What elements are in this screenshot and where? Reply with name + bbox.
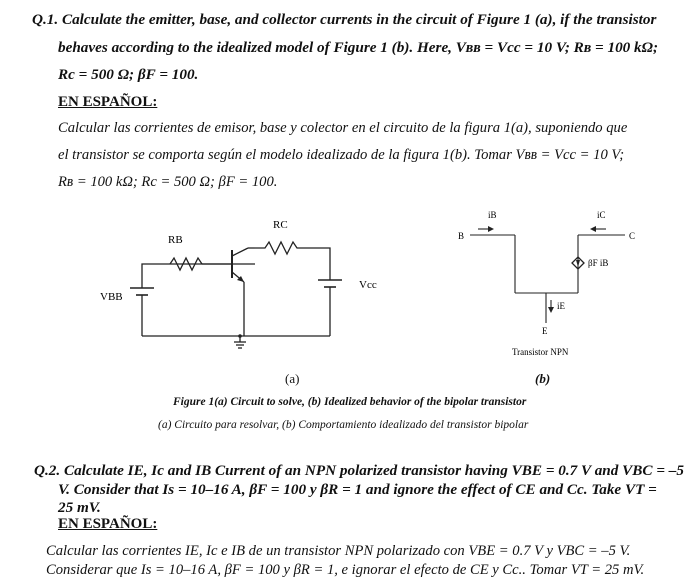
ic-label: iC — [597, 210, 606, 220]
b-terminal-label: B — [458, 231, 465, 241]
ib-label: iB — [488, 210, 497, 220]
sub-label-a: (a) — [285, 371, 300, 386]
e-terminal-label: E — [542, 326, 548, 336]
sub-label-b: (b) — [535, 371, 551, 386]
q2-es-header: EN ESPAÑOL: — [58, 516, 158, 532]
q2-es-line2: Considerar que Is = 10–16 A, βF = 100 y βR = 1, e ignorar el efecto de CE y Cc.. Tomar VT = 25 mV. — [46, 562, 645, 578]
q1-es-header: EN ESPAÑOL: — [58, 94, 158, 110]
model-title: Transistor NPN — [512, 347, 569, 357]
bf-ib-label: βF iB — [588, 258, 609, 268]
figure-caption-es: (a) Circuito para resolvar, (b) Comportamiento idealizado del transistor bipolar — [158, 419, 529, 431]
q1-title-line1: Q.1. Calculate the emitter, base, and collector currents in the circuit of Figure 1 (a), if the transistor — [32, 11, 657, 28]
q2-title-line1: Q.2. Calculate IE, Ic and IB Current of an NPN polarized transistor having VBE = 0.7 V and VBC = –5 — [34, 462, 684, 479]
q1-es-line2: el transistor se comporta según el modelo idealizado de la figura 1(b). Tomar Vʙʙ = Vcc = 10 V; — [58, 147, 625, 163]
figure-caption-en: Figure 1(a) Circuit to solve, (b) Idealized behavior of the bipolar transistor — [173, 396, 527, 408]
transistor-model-b — [445, 205, 645, 365]
vbb-label: VBB — [100, 291, 123, 303]
rb-label: RB — [168, 234, 183, 246]
q1-es-line1: Calcular las corrientes de emisor, base y colector en el circuito de la figura 1(a), suponiendo que — [58, 120, 628, 136]
q2-title-line2: V. Consider that Is = 10–16 A, βF = 100 y βR = 1 and ignore the effect of CE and Cc. Take VT = — [58, 481, 657, 498]
q2-es-line1: Calcular las corrientes IE, Ic e IB de un transistor NPN polarizado con VBE = 0.7 V y VBC = –5 V. — [46, 543, 631, 559]
q1-title-line2: behaves according to the idealized model of Figure 1 (b). Here, Vʙʙ = Vcc = 10 V; Rʙ = 100 kΩ; — [58, 39, 659, 56]
q1-es-line3: Rʙ = 100 kΩ; Rc = 500 Ω; βF = 100. — [58, 174, 278, 190]
vcc-label: Vcc — [359, 279, 377, 291]
c-terminal-label: C — [629, 231, 636, 241]
ie-label: iE — [557, 301, 565, 311]
q2-title-line3: 25 mV. — [58, 499, 101, 516]
q1-title-line3: Rc = 500 Ω; βF = 100. — [58, 66, 199, 83]
rc-resistor — [255, 242, 330, 260]
circuit-diagram-a — [90, 210, 380, 360]
rc-label: RC — [273, 219, 288, 231]
